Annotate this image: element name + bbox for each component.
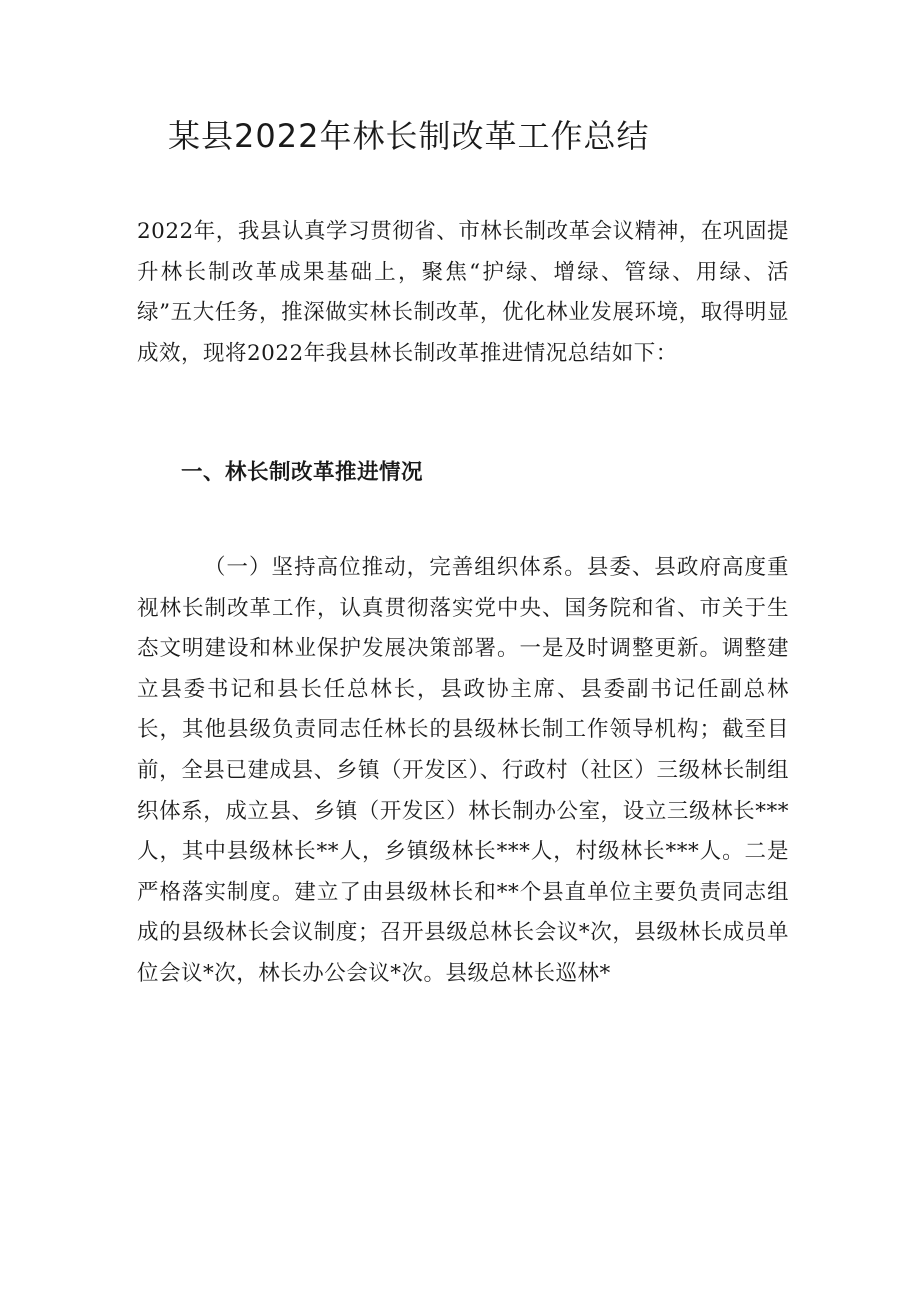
section-paragraph: （一）坚持高位推动，完善组织体系。县委、县政府高度重视林长制改革工作，认真贯彻落实党中央、国务院和省、市关于生态文明建设和林业保护发展决策部署。一是及时调整更新。调整建立县委书记和县长任总林长，县政协主席、县委副书记任副总林长，其他县级负责同志任林长的县级林长制工作领导机构；截至目前，全县已建成县、乡镇（开发区）、行政村（社区）三级林长制组织体系，成立县、乡镇（开发区）林长制办公室，设立三级林长***人，其中县级林长**人，乡镇级林长***人，村级林长***人。二是严格落实制度。建立了由县级林长和**个县直单位主要负责同志组成的县级林长会议制度；召开县级总林长会议*次，县级林长成员单位会议*次，林长办公会议*次。县级总林长巡林* bbox=[137, 555, 789, 986]
intro-paragraph: 2022年，我县认真学习贯彻省、市林长制改革会议精神，在巩固提升林长制改革成果基础上，聚焦“护绿、增绿、管绿、用绿、活绿”五大任务，推深做实林长制改革，优化林业发展环境，取得明显成效，现将2022年我县林长制改革推进情况总结如下： bbox=[137, 219, 789, 366]
document-title: 某县2022年林长制改革工作总结 bbox=[168, 117, 650, 155]
section-heading: 一、林长制改革推进情况 bbox=[181, 460, 424, 485]
